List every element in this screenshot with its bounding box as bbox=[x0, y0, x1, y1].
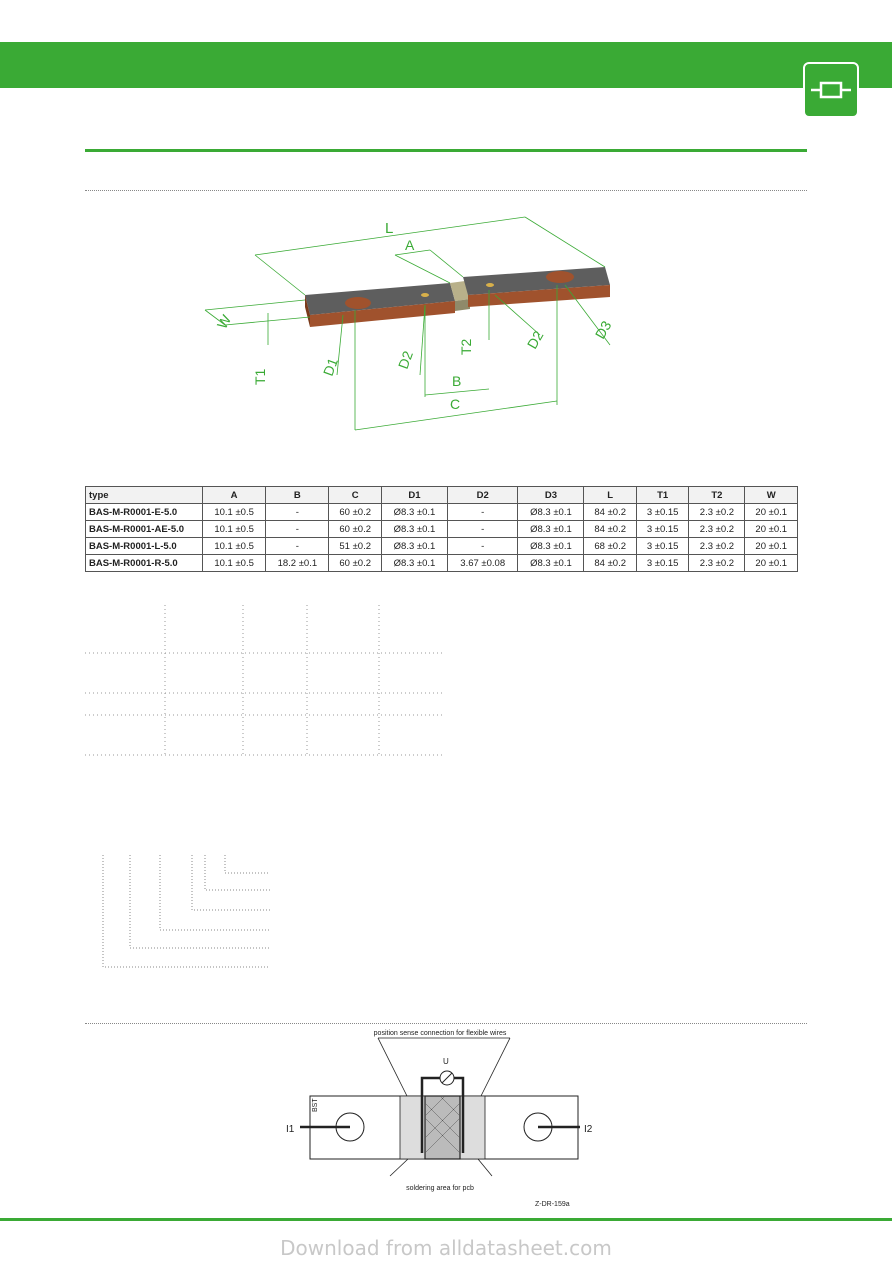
dim-label-d2-left: D2 bbox=[394, 348, 416, 372]
sense-connection-diagram bbox=[280, 1028, 600, 1213]
cell-type: BAS-M-R0001-R-5.0 bbox=[86, 555, 203, 572]
drawing-number: Z-DR-159a bbox=[535, 1201, 570, 1208]
cell: - bbox=[448, 504, 518, 521]
cell: Ø8.3 ±0.1 bbox=[381, 555, 447, 572]
cell-type: BAS-M-R0001-E-5.0 bbox=[86, 504, 203, 521]
table-row bbox=[86, 555, 798, 572]
sense-connection-label: position sense connection for flexible wires bbox=[373, 1030, 507, 1037]
section-rule bbox=[85, 149, 807, 152]
cell: 3.67 ±0.08 bbox=[448, 555, 518, 572]
cell: 3 ±0.15 bbox=[636, 538, 688, 555]
cell: 2.3 ±0.2 bbox=[689, 538, 745, 555]
col-l: L bbox=[584, 487, 636, 504]
cell: 84 ±0.2 bbox=[584, 521, 636, 538]
cell: 10.1 ±0.5 bbox=[203, 538, 266, 555]
cell: 60 ±0.2 bbox=[329, 521, 381, 538]
table-row bbox=[86, 504, 798, 521]
cell: - bbox=[266, 521, 329, 538]
dim-label-c: C bbox=[450, 396, 461, 412]
dimension-table bbox=[85, 486, 798, 572]
cell-type: BAS-M-R0001-AE-5.0 bbox=[86, 521, 203, 538]
dim-label-t2: T2 bbox=[458, 338, 474, 355]
dim-label-t1: T1 bbox=[252, 368, 268, 385]
cell: 60 ±0.2 bbox=[329, 555, 381, 572]
dim-label-a: A bbox=[405, 237, 415, 253]
cell: Ø8.3 ±0.1 bbox=[381, 538, 447, 555]
cell: 20 ±0.1 bbox=[745, 504, 798, 521]
footer-bar bbox=[0, 1218, 892, 1221]
resistor-logo-icon bbox=[803, 62, 859, 118]
cell: 2.3 ±0.2 bbox=[689, 555, 745, 572]
col-b: B bbox=[266, 487, 329, 504]
cell: Ø8.3 ±0.1 bbox=[518, 555, 584, 572]
cell: 10.1 ±0.5 bbox=[203, 555, 266, 572]
cell: 20 ±0.1 bbox=[745, 538, 798, 555]
dotted-divider bbox=[85, 1023, 807, 1024]
ordering-code-key bbox=[95, 855, 275, 970]
cell: Ø8.3 ±0.1 bbox=[518, 521, 584, 538]
cell: 60 ±0.2 bbox=[329, 504, 381, 521]
header-bar bbox=[0, 42, 892, 88]
dim-label-l: L bbox=[385, 220, 394, 237]
soldering-area-label: soldering area for pcb bbox=[406, 1185, 474, 1192]
cell: 68 ±0.2 bbox=[584, 538, 636, 555]
col-d3: D3 bbox=[518, 487, 584, 504]
col-d1: D1 bbox=[381, 487, 447, 504]
cell: - bbox=[448, 521, 518, 538]
cell: - bbox=[266, 504, 329, 521]
cell: 51 ±0.2 bbox=[329, 538, 381, 555]
col-t2: T2 bbox=[689, 487, 745, 504]
col-w: W bbox=[745, 487, 798, 504]
hole-d1 bbox=[345, 297, 371, 309]
dotted-divider bbox=[85, 190, 807, 191]
watermark[interactable]: Download from alldatasheet.com bbox=[280, 1236, 612, 1260]
dim-label-b: B bbox=[452, 373, 462, 389]
dim-label-d1: D1 bbox=[319, 355, 341, 379]
cell: 18.2 ±0.1 bbox=[266, 555, 329, 572]
cell: Ø8.3 ±0.1 bbox=[518, 504, 584, 521]
col-t1: T1 bbox=[636, 487, 688, 504]
col-c: C bbox=[329, 487, 381, 504]
cell: 84 ±0.2 bbox=[584, 555, 636, 572]
hole-d3 bbox=[546, 271, 574, 283]
cell: - bbox=[266, 538, 329, 555]
brand-mark: BST bbox=[312, 1098, 319, 1112]
dim-label-d2-right: D2 bbox=[523, 327, 547, 352]
cell: - bbox=[448, 538, 518, 555]
cell: Ø8.3 ±0.1 bbox=[381, 504, 447, 521]
dim-label-d3: D3 bbox=[591, 317, 615, 342]
col-type: type bbox=[86, 487, 203, 504]
dim-label-w: W bbox=[213, 312, 235, 332]
cell: 3 ±0.15 bbox=[636, 555, 688, 572]
cell: Ø8.3 ±0.1 bbox=[381, 521, 447, 538]
table-header-row bbox=[86, 487, 798, 504]
cell: 10.1 ±0.5 bbox=[203, 521, 266, 538]
col-d2: D2 bbox=[448, 487, 518, 504]
current-in-label: I1 bbox=[286, 1124, 295, 1135]
cell: 20 ±0.1 bbox=[745, 521, 798, 538]
cell: 2.3 ±0.2 bbox=[689, 504, 745, 521]
cell-type: BAS-M-R0001-L-5.0 bbox=[86, 538, 203, 555]
cell: Ø8.3 ±0.1 bbox=[518, 538, 584, 555]
cell: 20 ±0.1 bbox=[745, 555, 798, 572]
cell: 84 ±0.2 bbox=[584, 504, 636, 521]
table-row bbox=[86, 538, 798, 555]
current-out-label: I2 bbox=[584, 1124, 593, 1135]
faded-table-grid bbox=[85, 605, 450, 760]
cell: 3 ±0.15 bbox=[636, 504, 688, 521]
shunt-dimension-drawing bbox=[195, 205, 635, 440]
alloy-area bbox=[425, 1096, 460, 1159]
cell: 3 ±0.15 bbox=[636, 521, 688, 538]
cell: 2.3 ±0.2 bbox=[689, 521, 745, 538]
table-row bbox=[86, 521, 798, 538]
col-a: A bbox=[203, 487, 266, 504]
voltage-label: U bbox=[443, 1057, 449, 1066]
cell: 10.1 ±0.5 bbox=[203, 504, 266, 521]
